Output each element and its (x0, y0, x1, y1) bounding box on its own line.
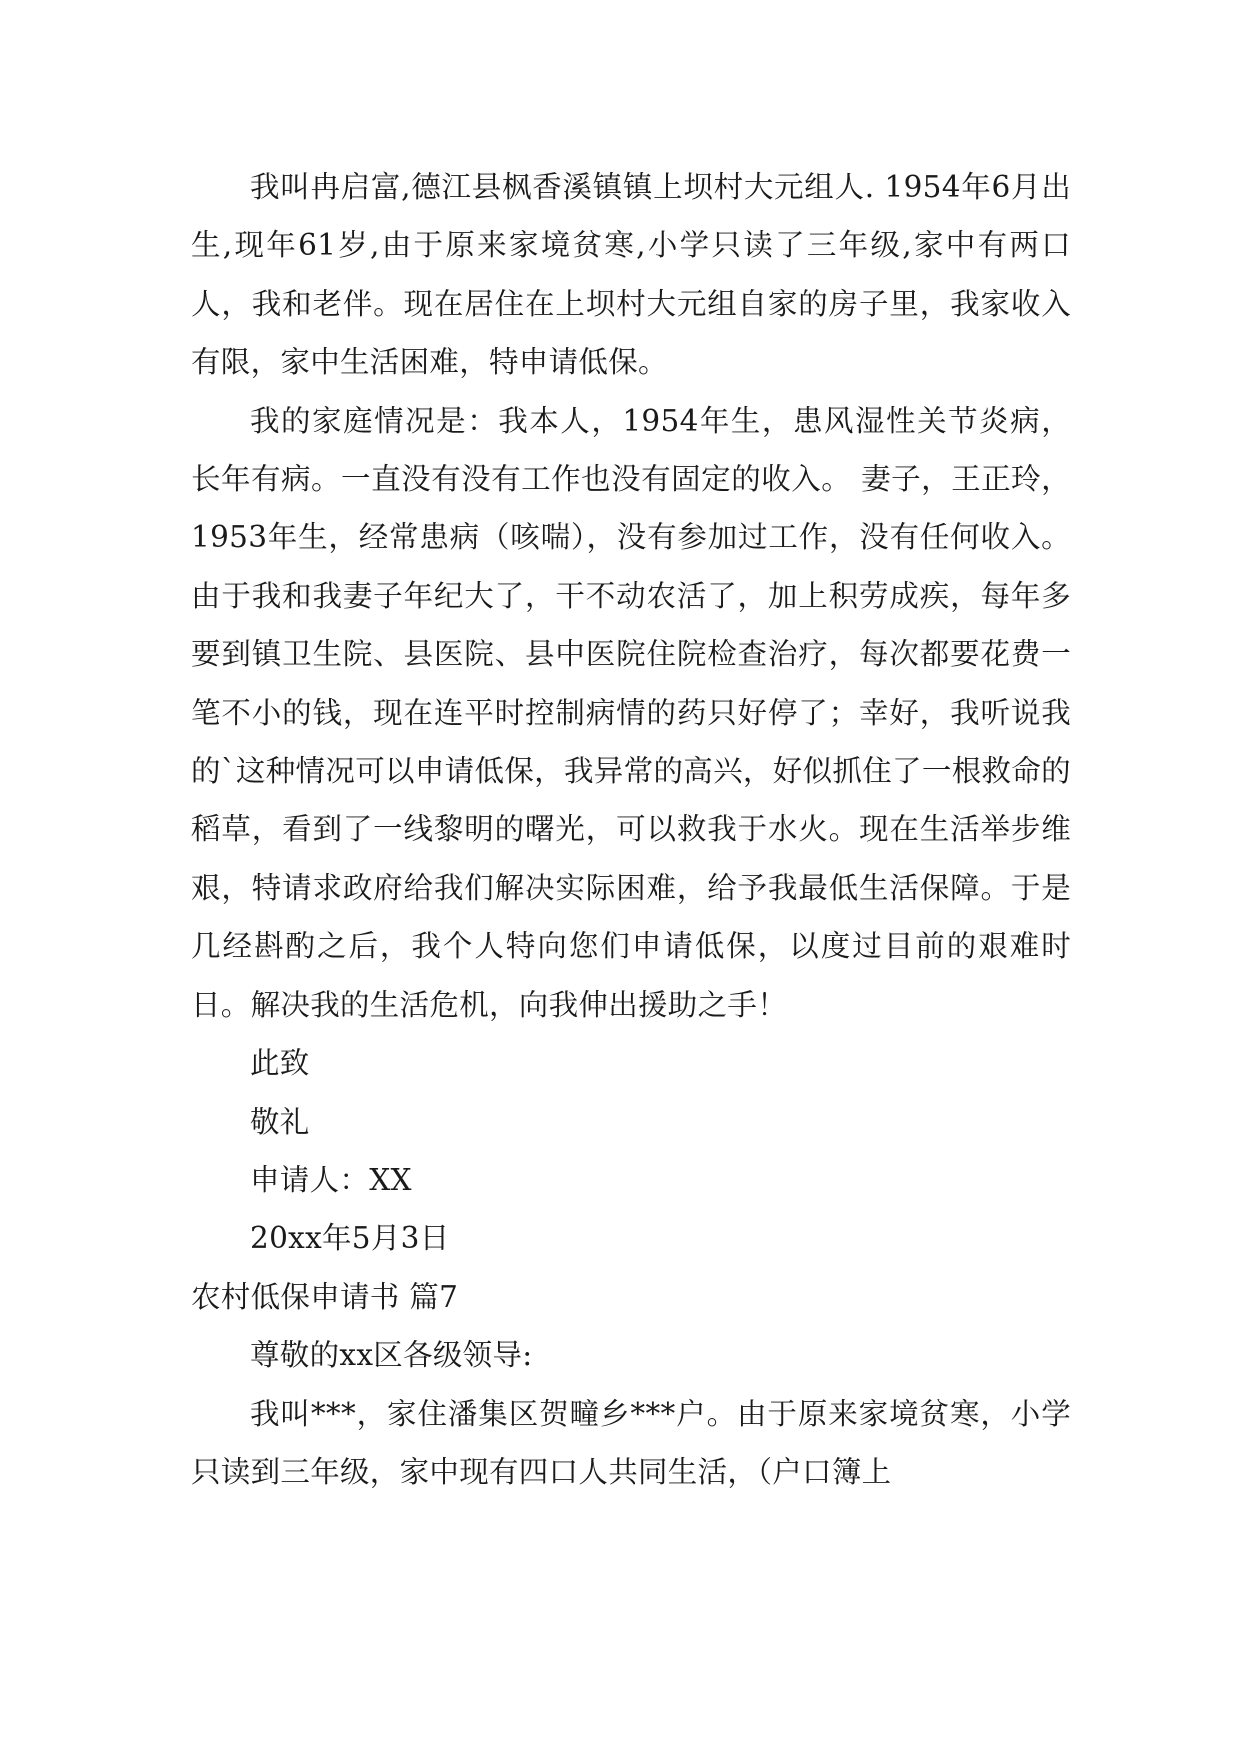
paragraph-intro: 我叫冉启富,德江县枫香溪镇镇上坝村大元组人. 1954年6月出生,现年61岁,由于原来家境贫寒,小学只读了三年级,家中有两口人，我和老伴。现在居住在上坝村大元组自家的房子里，我家收入有限，家中生活困难，特申请低保。 (191, 170, 1071, 380)
paragraph-second-applicant: 我叫***，家住潘集区贺疃乡***户。由于原来家境贫寒，小学只读到三年级，家中现有四口人共同生活，（户口簿上 (191, 1396, 1071, 1489)
paragraph-family-situation: 我的家庭情况是：我本人，1954年生，患风湿性关节炎病，长年有病。一直没有没有工作也没有固定的收入。 妻子，王正玲，1953年生，经常患病（咳喘），没有参加过工作，没有任何收入。 由于我和我妻子年纪大了，干不动农活了，加上积劳成疾，每年多要到镇卫生院、县医院、县中医院住院检查治疗，每次都要花费一笔不小的钱，现在连平时控制病情的药只好停了；幸好，我听说我的`这种情况可以申请低保，我异常的高兴，好似抓住了一根救命的稻草，看到了一线黎明的曙光，可以救我于水火。现在生活举步维艰，特请求政府给我们解决实际困难，给予我最低生活保障。于是几经斟酌之后，我个人特向您们申请低保，以度过目前的艰难时日。解决我的生活危机，向我伸出援助之手！ (191, 403, 1071, 1022)
document-body (191, 158, 1071, 1501)
closing-salute: 敬礼 (250, 1104, 310, 1139)
closing-greeting: 此致 (250, 1046, 310, 1081)
applicant-signature: 申请人：XX (250, 1162, 412, 1197)
letter-date: 20xx年5月3日 (250, 1221, 450, 1256)
salutation: 尊敬的xx区各级领导: (250, 1338, 533, 1373)
section-title: 农村低保申请书 篇7 (191, 1279, 459, 1314)
